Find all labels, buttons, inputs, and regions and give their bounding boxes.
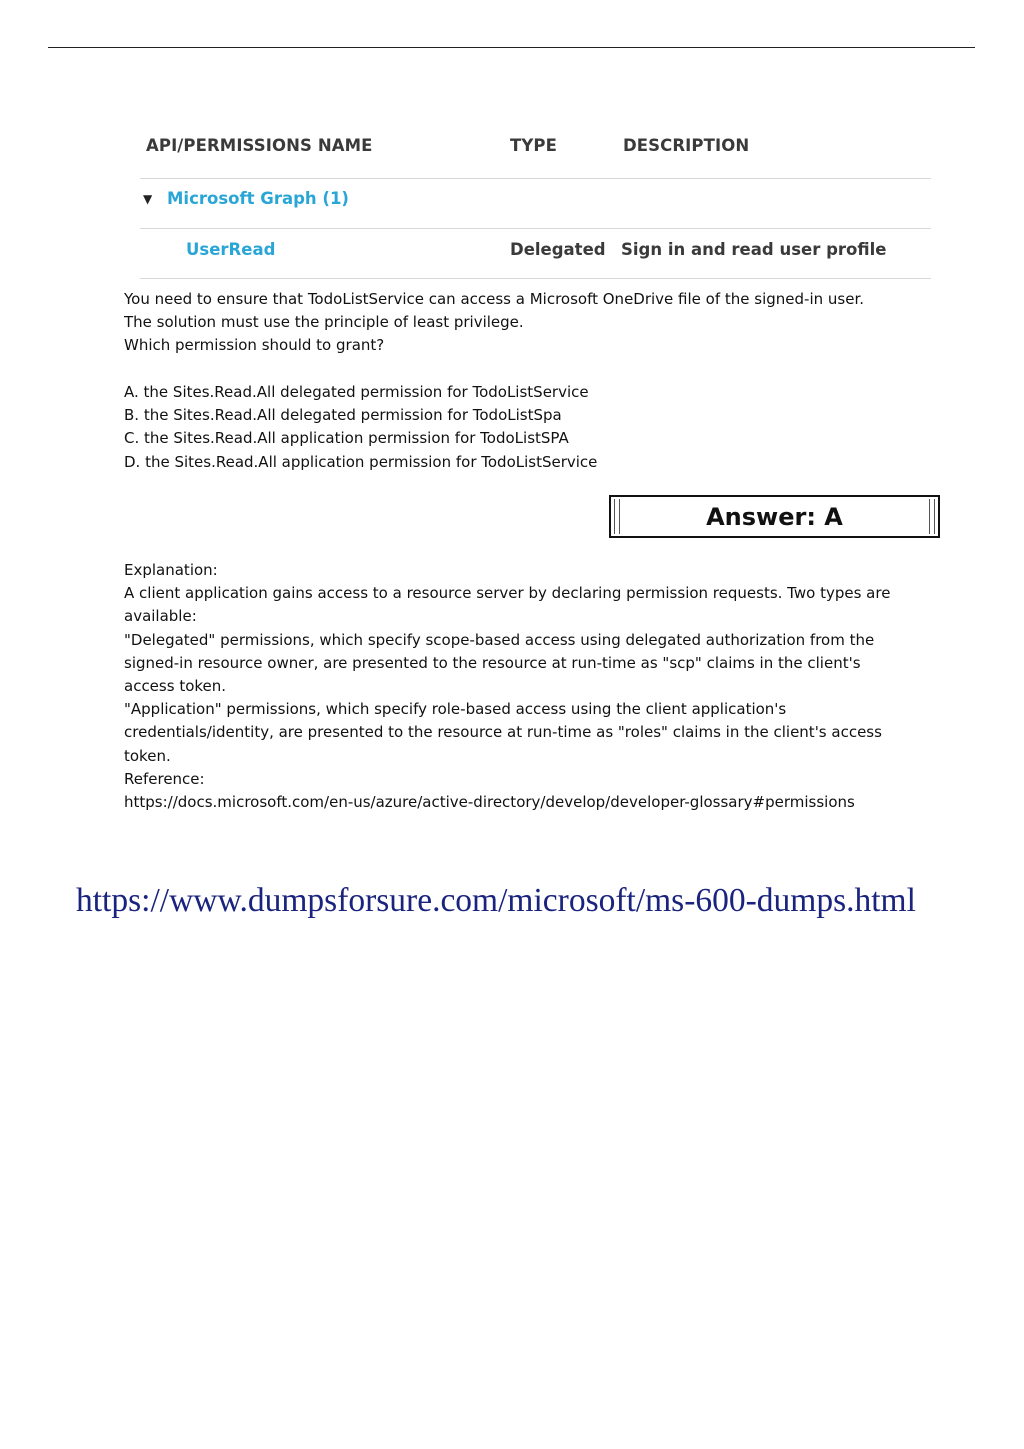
question-text [124, 288, 924, 358]
explanation-line: A client application gains access to a resource server by declaring permission requests. Two types are [124, 584, 891, 603]
footer-dumps-link[interactable]: https://www.dumpsforsure.com/microsoft/ms-600-dumps.html [76, 882, 916, 919]
permission-type: Delegated [510, 240, 606, 259]
header-description: DESCRIPTION [623, 136, 750, 155]
explanation-line: access token. [124, 677, 227, 696]
option-c: C. the Sites.Read.All application permission for TodoListSPA [124, 429, 569, 448]
top-rule [48, 47, 975, 48]
explanation-line: Reference: [124, 769, 205, 788]
permission-row [140, 229, 931, 279]
option-a: A. the Sites.Read.All delegated permission for TodoListService [124, 383, 589, 401]
permissions-table-image [140, 118, 931, 280]
option-b: B. the Sites.Read.All delegated permission for TodoListSpa [124, 406, 562, 425]
explanation-line: available: [124, 607, 197, 626]
question-line: Which permission should to grant? [124, 336, 385, 355]
explanation-line: signed-in resource owner, are presented to the resource at run-time as "scp" claims in the client's [124, 653, 861, 672]
question-line: The solution must use the principle of least privilege. [124, 313, 524, 332]
explanation-line: token. [124, 746, 171, 765]
answer-box [609, 495, 940, 538]
permission-group-row [140, 179, 931, 229]
explanation-line: "Delegated" permissions, which specify scope-based access using delegated authorization from the [124, 630, 875, 649]
explanation-line: Explanation: [124, 561, 218, 579]
answer-text: Answer: A [706, 503, 843, 531]
permission-description: Sign in and read user profile [621, 240, 887, 259]
expand-triangle-icon: ▼ [143, 192, 153, 206]
group-label-microsoft-graph: Microsoft Graph (1) [167, 189, 349, 208]
explanation-text [124, 559, 924, 814]
question-line: You need to ensure that TodoListService can access a Microsoft OneDrive file of the signed-in user. [124, 290, 865, 308]
reference-url[interactable]: https://docs.microsoft.com/en-us/azure/active-directory/develop/developer-glossary#permissions [124, 793, 855, 812]
permissions-table-header [140, 118, 931, 179]
header-api-permissions-name: API/PERMISSIONS NAME [146, 136, 373, 155]
explanation-line: "Application" permissions, which specify role-based access using the client application's [124, 700, 787, 719]
permission-name: UserRead [186, 240, 276, 259]
answer-options [124, 381, 924, 474]
option-d: D. the Sites.Read.All application permission for TodoListService [124, 452, 598, 471]
header-type: TYPE [510, 136, 557, 155]
explanation-line: credentials/identity, are presented to the resource at run-time as "roles" claims in the client's access [124, 723, 882, 742]
